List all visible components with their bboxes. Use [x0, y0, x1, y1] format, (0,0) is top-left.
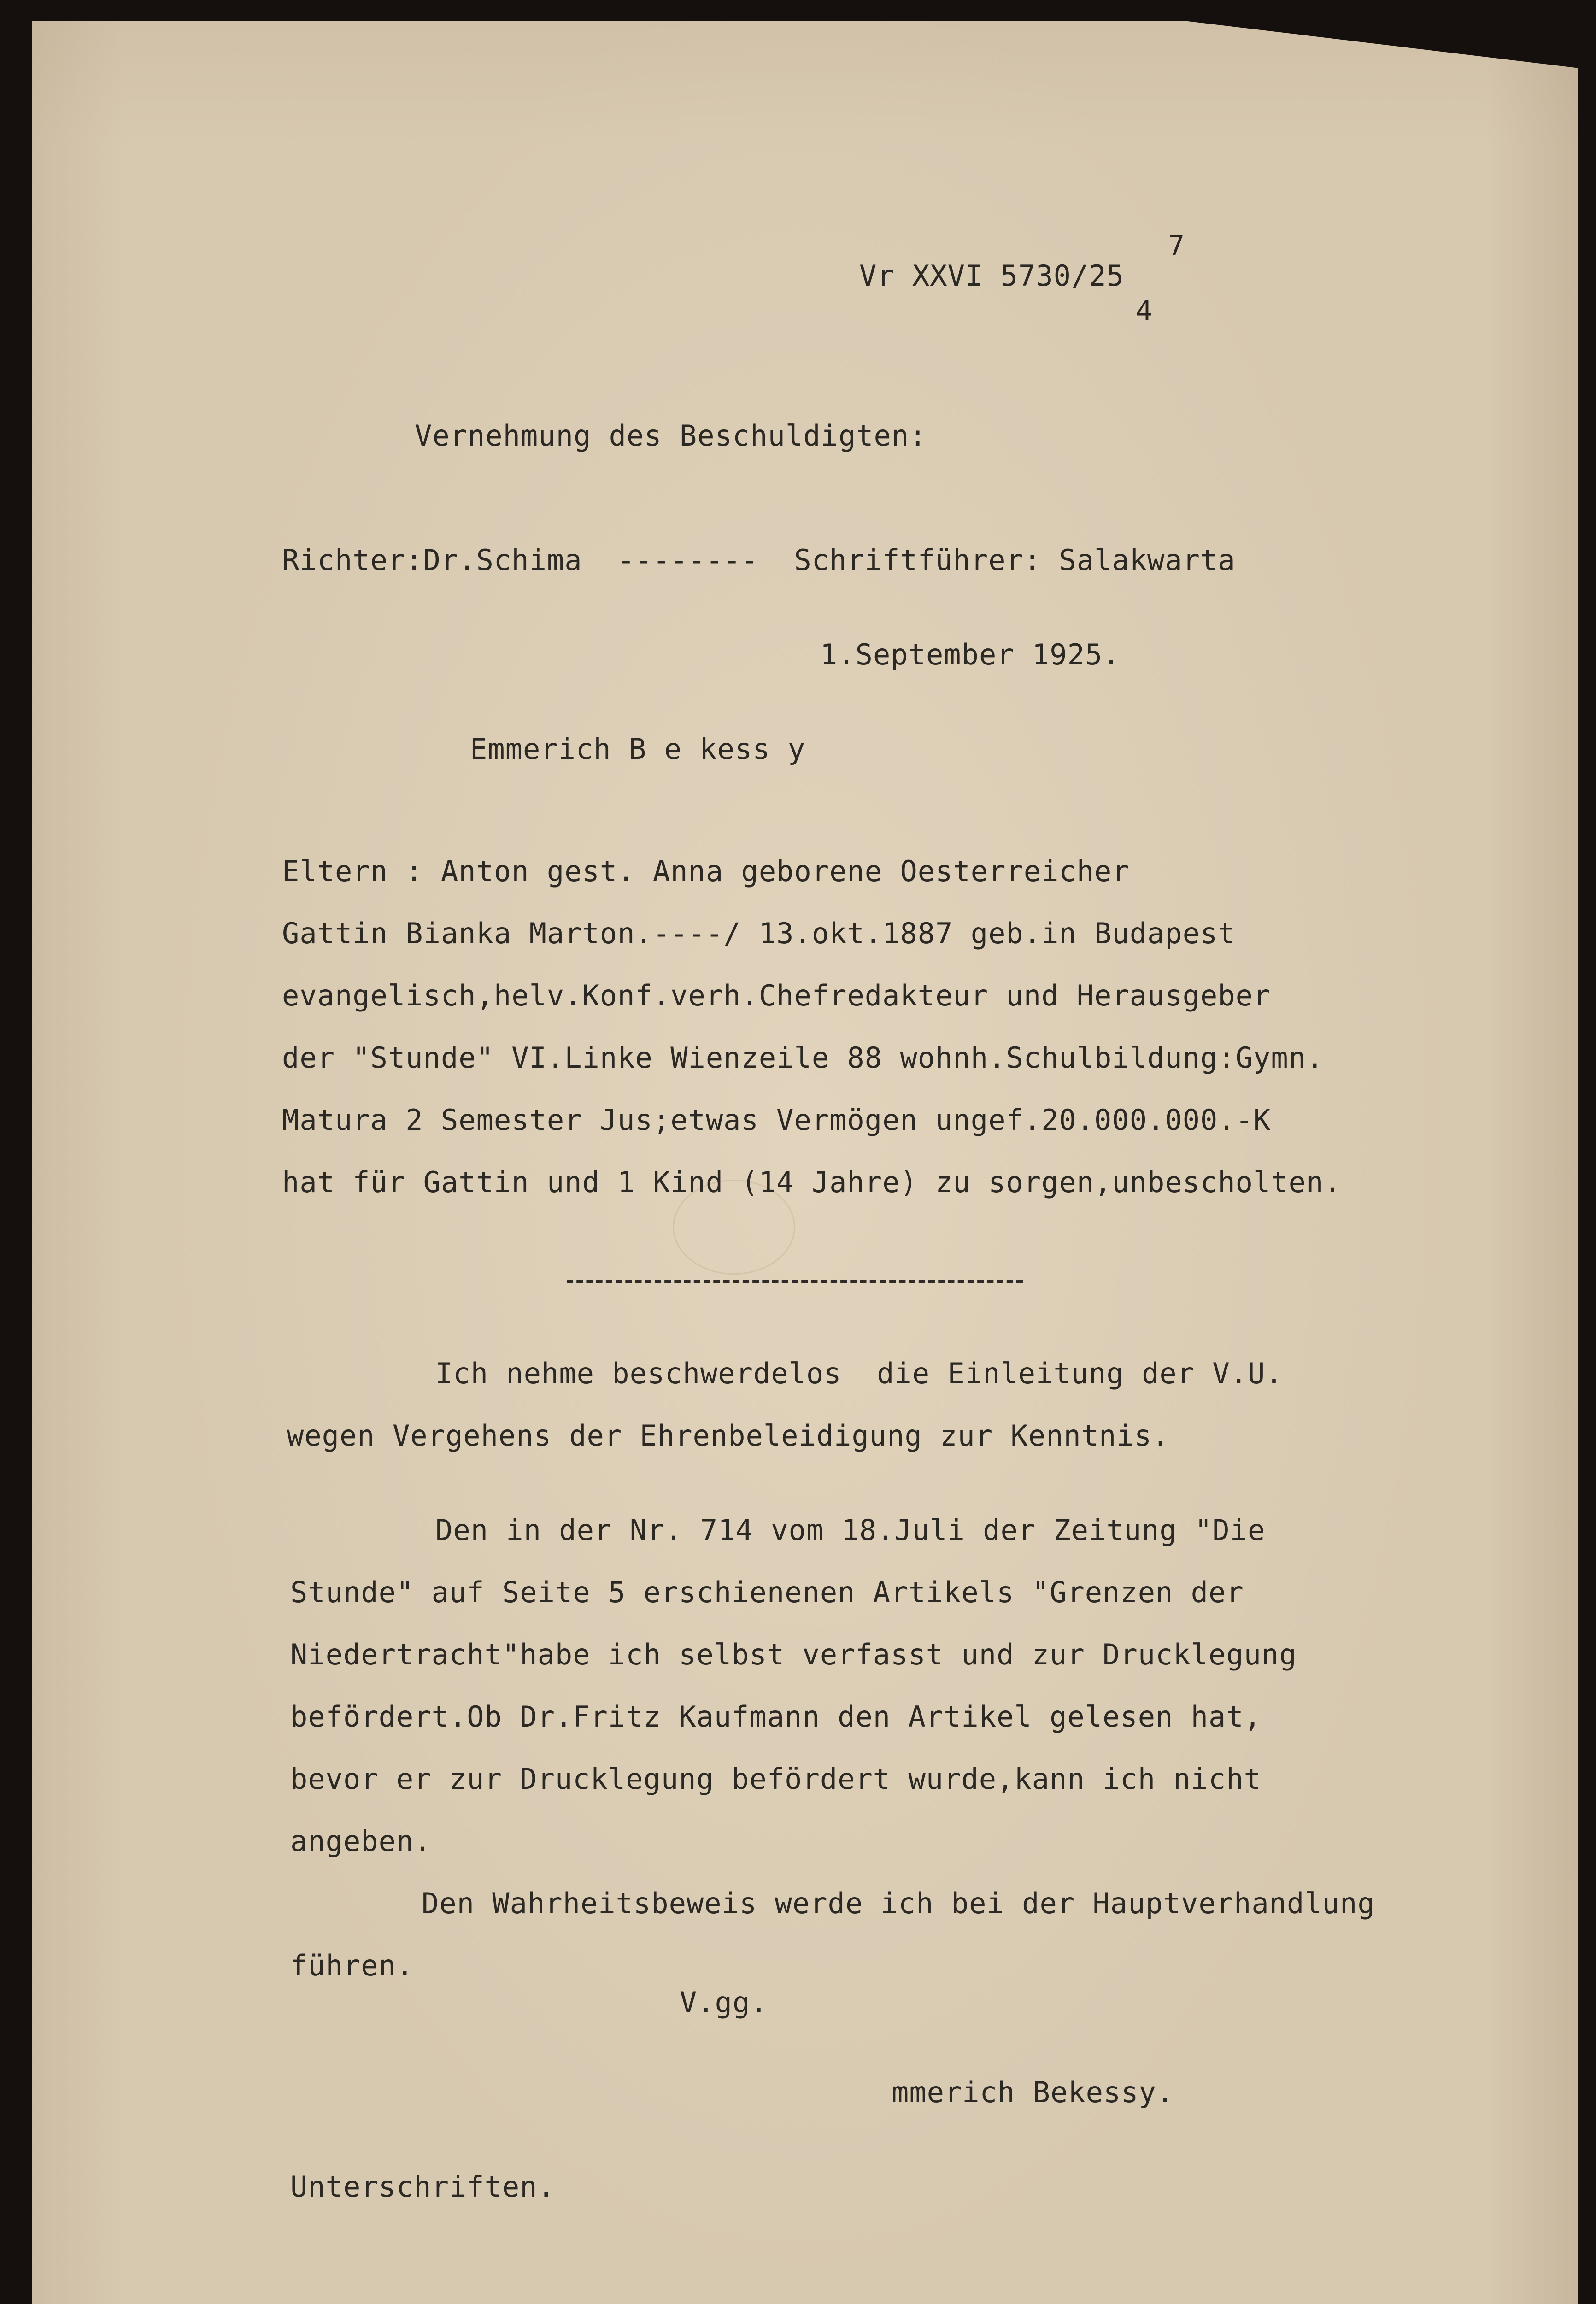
- detail-line: hat für Gattin und 1 Kind (14 Jahre) zu sorgen,unbescholten.: [282, 1165, 1342, 1199]
- detail-line: der "Stunde" VI.Linke Wienzeile 88 wohnh.Schulbildung:Gymn.: [282, 1041, 1324, 1075]
- closing-mark: V.gg.: [680, 1986, 768, 2019]
- court-line: Richter:Dr.Schima -------- Schriftführer: Salakwarta: [282, 543, 1236, 577]
- statement-line: befördert.Ob Dr.Fritz Kaufmann den Artikel gelesen hat,: [290, 1700, 1262, 1734]
- separator-line: [567, 1280, 1023, 1283]
- signature: mmerich Bekessy.: [892, 2075, 1174, 2109]
- folio-subnumber: 4: [1136, 295, 1153, 327]
- statement-line: angeben.: [290, 1824, 432, 1858]
- document-page: [32, 21, 1578, 2304]
- statement-line: bevor er zur Drucklegung befördert wurde,kann ich nicht: [290, 1762, 1262, 1796]
- statement-line: wegen Vergehens der Ehrenbeleidigung zur Kenntnis.: [287, 1419, 1170, 1452]
- detail-line: Eltern : Anton gest. Anna geborene Oesterreicher: [282, 854, 1130, 888]
- document-heading: Vernehmung des Beschuldigten:: [415, 419, 927, 453]
- file-number: Vr XXVI 5730/25: [859, 259, 1124, 293]
- statement-line: führen.: [290, 1949, 414, 1982]
- hearing-date: 1.September 1925.: [820, 638, 1121, 671]
- statement-line: Stunde" auf Seite 5 erschienenen Artikels "Grenzen der: [290, 1575, 1244, 1609]
- statement-line: Niedertracht"habe ich selbst verfasst und zur Drucklegung: [290, 1638, 1297, 1671]
- statement-line: Den Wahrheitsbeweis werde ich bei der Hauptverhandlung: [422, 1887, 1375, 1920]
- statement-line: Den in der Nr. 714 vom 18.Juli der Zeitung "Die: [435, 1513, 1266, 1547]
- defendant-name: Emmerich B e kess y: [470, 732, 806, 766]
- signatures-label: Unterschriften.: [290, 2170, 555, 2204]
- folio-number: 7: [1168, 229, 1185, 262]
- detail-line: evangelisch,helv.Konf.verh.Chefredakteur und Herausgeber: [282, 979, 1271, 1012]
- detail-line: Gattin Bianka Marton.----/ 13.okt.1887 geb.in Budapest: [282, 917, 1236, 950]
- statement-line: Ich nehme beschwerdelos die Einleitung der V.U.: [435, 1357, 1283, 1390]
- detail-line: Matura 2 Semester Jus;etwas Vermögen ungef.20.000.000.-K: [282, 1103, 1271, 1137]
